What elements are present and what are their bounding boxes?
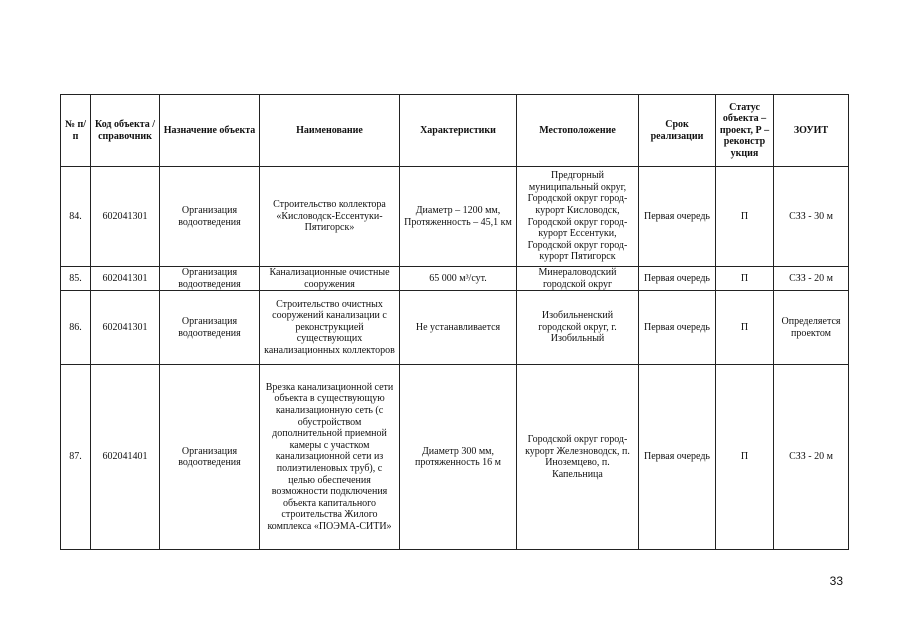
table-row	[61, 365, 849, 550]
table-row	[61, 291, 849, 365]
cell-specs: Диаметр 300 мм, протяженность 16 м	[400, 365, 517, 550]
cell-term: Первая очередь	[639, 167, 716, 267]
cell-term: Первая очередь	[639, 365, 716, 550]
cell-location: Изобильненский городской округ, г. Изобильный	[517, 291, 639, 365]
cell-num: 84.	[61, 167, 91, 267]
cell-code: 602041301	[91, 291, 160, 365]
header-location: Местоположение	[517, 95, 639, 167]
header-code: Код объекта / справочник	[91, 95, 160, 167]
cell-zone: СЗЗ - 20 м	[774, 365, 849, 550]
cell-code: 602041301	[91, 267, 160, 291]
header-num: № п/п	[61, 95, 91, 167]
cell-location: Предгорный муниципальный округ, Городской округ город-курорт Кисловодск, Городской округ город-курорт Ессентуки, Городской округ город-курорт Пятигорск	[517, 167, 639, 267]
cell-purpose: Организация водоотведения	[160, 267, 260, 291]
cell-name: Строительство очистных сооружений канализации с реконструкцией существующих канализационных коллекторов	[260, 291, 400, 365]
cell-name: Врезка канализационной сети объекта в существующую канализационную сеть (с обустройством дополнительной приемной камеры с участком канализационной сети из полиэтиленовых труб), с целью обеспечения возможности подключения объекта капитального строительства Жилого комплекса «ПОЭМА-СИТИ»	[260, 365, 400, 550]
cell-specs: 65 000 м³/сут.	[400, 267, 517, 291]
cell-location: Городской округ город-курорт Железноводск, п. Иноземцево, п. Капельница	[517, 365, 639, 550]
cell-name: Канализационные очистные сооружения	[260, 267, 400, 291]
cell-status: П	[716, 267, 774, 291]
cell-zone: Определяется проектом	[774, 291, 849, 365]
cell-term: Первая очередь	[639, 291, 716, 365]
header-specs: Характеристики	[400, 95, 517, 167]
cell-status: П	[716, 365, 774, 550]
cell-zone: СЗЗ - 30 м	[774, 167, 849, 267]
header-term: Срок реализации	[639, 95, 716, 167]
cell-code: 602041401	[91, 365, 160, 550]
cell-location: Минераловодский городской округ	[517, 267, 639, 291]
table-header-row	[61, 95, 849, 167]
cell-specs: Не устанавливается	[400, 291, 517, 365]
cell-num: 86.	[61, 291, 91, 365]
header-name: Наименование	[260, 95, 400, 167]
header-purpose: Назначение объекта	[160, 95, 260, 167]
cell-status: П	[716, 291, 774, 365]
cell-name: Строительство коллектора «Кисловодск-Ессентуки-Пятигорск»	[260, 167, 400, 267]
cell-num: 87.	[61, 365, 91, 550]
cell-num: 85.	[61, 267, 91, 291]
cell-status: П	[716, 167, 774, 267]
header-status: Статус объекта – проект, Р – реконстр укция	[716, 95, 774, 167]
cell-purpose: Организация водоотведения	[160, 291, 260, 365]
page-number: 33	[829, 574, 843, 588]
cell-purpose: Организация водоотведения	[160, 365, 260, 550]
cell-code: 602041301	[91, 167, 160, 267]
header-zone: ЗОУИТ	[774, 95, 849, 167]
cell-zone: СЗЗ - 20 м	[774, 267, 849, 291]
table-row	[61, 167, 849, 267]
cell-specs: Диаметр – 1200 мм, Протяженность – 45,1 км	[400, 167, 517, 267]
cell-term: Первая очередь	[639, 267, 716, 291]
cell-purpose: Организация водоотведения	[160, 167, 260, 267]
objects-table	[60, 94, 849, 550]
table-row	[61, 267, 849, 291]
